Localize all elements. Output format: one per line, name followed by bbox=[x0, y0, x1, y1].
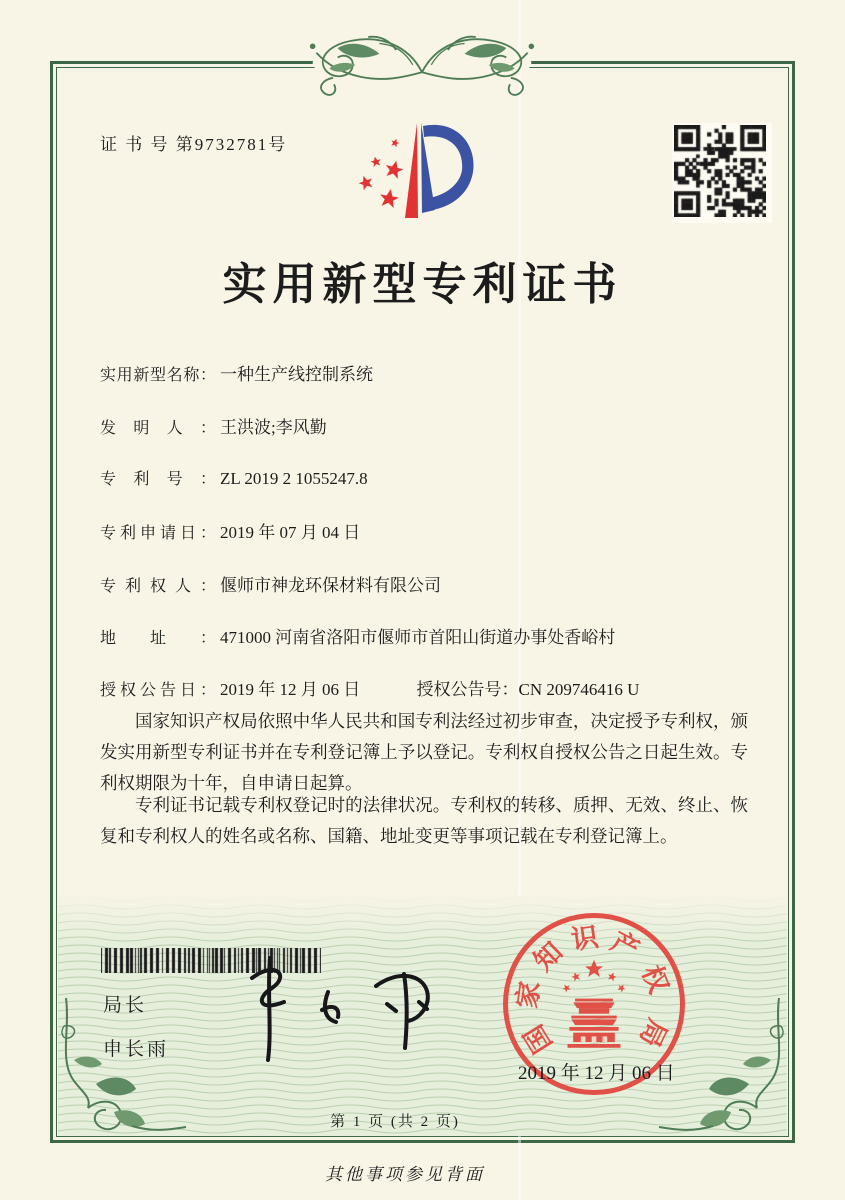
field-label: 地址： bbox=[100, 630, 216, 647]
seal-character: 局 bbox=[633, 1014, 673, 1052]
field-row-address bbox=[100, 623, 760, 648]
seal-date: 2019 年 12 月 06 日 bbox=[518, 1063, 675, 1084]
cnipa-logo-icon bbox=[338, 110, 523, 238]
legal-paragraph-1: 国家知识产权局依照中华人民共和国专利法经过初步审查，决定授予专利权，颁发实用新型专利证书并在专利登记簿上予以登记。专利权自授权公告之日起生效。专利权期限为十年，自申请日起算。 bbox=[100, 711, 748, 793]
field-value: ZL 2019 2 1055247.8 bbox=[220, 469, 368, 488]
field-value: 2019 年 12 月 06 日 bbox=[220, 680, 361, 699]
back-side-note: 其他事项参见背面 bbox=[325, 1165, 485, 1184]
field-label: 专利号： bbox=[100, 471, 216, 488]
field-value: 一种生产线控制系统 bbox=[220, 365, 373, 384]
field-value: 471000 河南省洛阳市偃师市首阳山街道办事处香峪村 bbox=[220, 628, 616, 647]
field-row-grant-date bbox=[100, 675, 760, 700]
grant-number-label: 授权公告号： bbox=[416, 680, 519, 699]
field-label: 授权公告日： bbox=[100, 682, 216, 699]
commissioner-name: 申长雨 bbox=[103, 1039, 170, 1060]
field-row-invention-name bbox=[100, 360, 760, 385]
certificate-number: 证 书 号 第9732781号 bbox=[100, 135, 288, 154]
page-number: 第 1 页 (共 2 页) bbox=[330, 1114, 460, 1130]
top-scroll-ornament-icon bbox=[283, 24, 561, 102]
field-value: 王洪波;李风勤 bbox=[220, 418, 327, 437]
qr-code bbox=[672, 123, 772, 223]
field-label: 实用新型名称： bbox=[100, 367, 216, 384]
seal-character: 知 bbox=[528, 936, 569, 977]
seal-character: 识 bbox=[569, 921, 601, 956]
seal-character: 权 bbox=[636, 961, 675, 998]
commissioner-signature-icon bbox=[228, 950, 438, 1065]
seal-character: 家 bbox=[511, 979, 546, 1011]
certificate-title: 实用新型专利证书 bbox=[222, 260, 623, 309]
legal-paragraph-2: 专利证书记载专利权登记时的法律状况。专利权的转移、质押、无效、终止、恢复和专利权人的姓名或名称、国籍、地址变更等事项记载在专利登记簿上。 bbox=[100, 795, 748, 846]
seal-character: 产 bbox=[606, 926, 644, 966]
field-row-patentee bbox=[100, 571, 760, 596]
field-row-patent-number bbox=[100, 466, 760, 489]
field-value: 偃师市神龙环保材料有限公司 bbox=[220, 576, 441, 595]
commissioner-title: 局长 bbox=[103, 995, 148, 1016]
field-label: 专利申请日： bbox=[100, 525, 216, 542]
field-value: 2019 年 07 月 04 日 bbox=[220, 523, 361, 542]
field-row-inventor bbox=[100, 413, 760, 438]
seal-character: 国 bbox=[518, 1019, 558, 1059]
field-label: 专利权人： bbox=[100, 578, 216, 595]
field-row-filing-date bbox=[100, 518, 760, 543]
national-emblem-icon bbox=[546, 955, 642, 1059]
grant-number-value: CN 209746416 U bbox=[518, 680, 640, 699]
field-label: 发明人： bbox=[100, 420, 216, 437]
